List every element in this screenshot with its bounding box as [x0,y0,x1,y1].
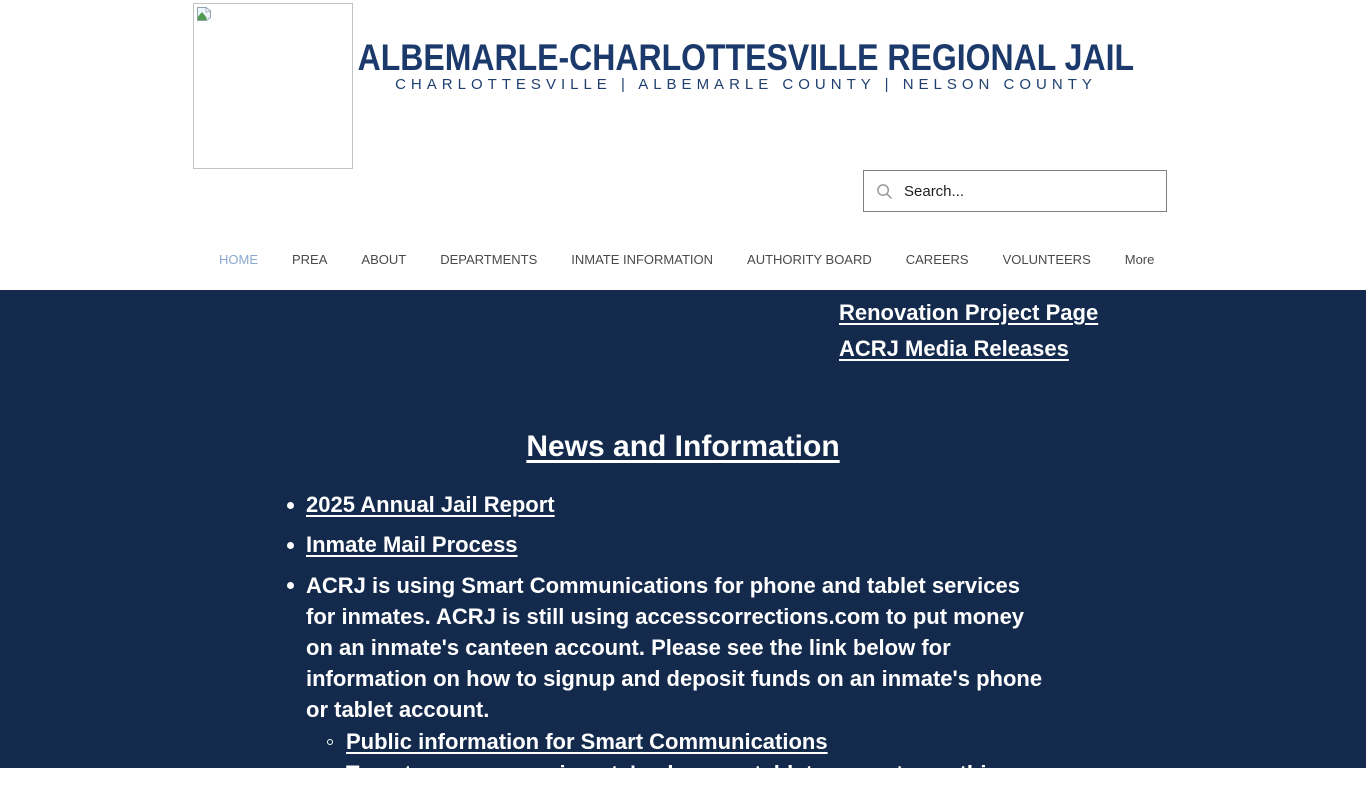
deposit-instructions-text: To put money on an inmate's phone or tablet account, use this [346,761,999,786]
quick-links [839,295,1098,367]
nav-item-inmate-information[interactable]: INMATE INFORMATION [571,252,714,267]
bullet-icon [287,502,294,509]
bullet-icon [287,542,294,549]
renovation-project-page-link[interactable]: Renovation Project Page [839,300,1099,325]
circle-bullet-icon [327,771,333,777]
broken-image-icon [196,6,212,22]
smart-communications-info-link[interactable]: Public information for Smart Communications [346,729,828,754]
site-header [0,0,1366,290]
site-title-block [126,38,1366,78]
nav-item-prea[interactable]: PREA [292,252,328,267]
list-item [281,530,1071,560]
nav-item-about[interactable]: ABOUT [361,252,407,267]
annual-jail-report-link[interactable]: 2025 Annual Jail Report [306,492,555,517]
bullet-icon [287,582,294,589]
nav-item-volunteers[interactable]: VOLUNTEERS [1002,252,1091,267]
circle-bullet-icon [327,739,333,745]
search-input[interactable] [902,182,1156,201]
main-content [0,290,1366,786]
nav-item-careers[interactable]: CAREERS [905,252,969,267]
list-subitem [281,759,1071,789]
smart-communications-paragraph: ACRJ is using Smart Communications for phone and tablet services for inmates. ACRJ is still using accesscorrections.com to put money on an inmate's canteen account. Please see the link below for information on how to signup and deposit funds on an inmate's phone or tablet account. [306,573,1043,722]
list-subitem [281,727,1071,757]
nav-item-authority-board[interactable]: AUTHORITY BOARD [747,252,872,267]
list-item [281,490,1071,520]
nav-item-more[interactable]: More [1124,252,1155,267]
news-heading-block [0,429,1366,465]
site-subtitle: CHARLOTTESVILLE | ALBEMARLE COUNTY | NELSON COUNTY [395,76,1097,93]
search-box [863,170,1167,212]
news-heading: News and Information [526,430,840,463]
search-icon [876,183,893,200]
acrj-media-releases-link[interactable]: ACRJ Media Releases [839,336,1069,361]
main-nav [219,252,1154,268]
news-list [281,490,1071,791]
site-subtitle-block [126,76,1366,94]
inmate-mail-process-link[interactable]: Inmate Mail Process [306,532,518,557]
nav-item-departments[interactable]: DEPARTMENTS [440,252,538,267]
site-title: ALBEMARLE-CHARLOTTESVILLE REGIONAL JAIL [357,37,1135,78]
list-item [281,570,1071,725]
nav-item-home[interactable]: HOME [219,252,258,267]
